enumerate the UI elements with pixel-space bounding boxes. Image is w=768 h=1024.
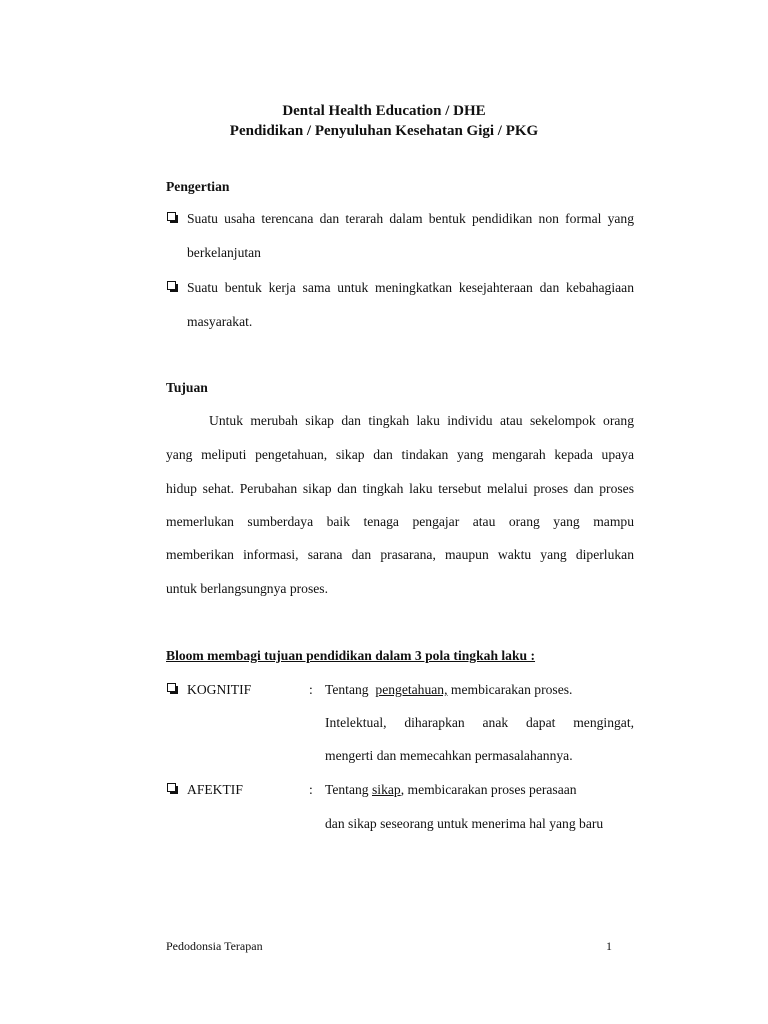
kognitif-underlined-term: pengetahuan, [375,682,448,697]
kognitif-post: membicarakan proses. [447,682,573,697]
section-heading-pengertian: Pengertian [166,179,230,194]
afektif-post: , membicarakan proses perasaan [400,782,577,797]
afektif-line-2: dan sikap seseorang untuk menerima hal yang baru [325,816,604,831]
kognitif-line-1 [325,682,572,698]
checkbox-bullet-icon [167,281,176,290]
tujuan-line-2: yang meliputi pengetahuan, sikap dan tindakan yang mengarah kepada upaya [166,447,634,462]
pengertian-item-2-line-2: masyarakat. [187,314,253,329]
tujuan-line-4: memerlukan sumberdaya baik tenaga pengajar atau orang yang mampu [166,514,634,529]
kognitif-colon: : [309,682,313,697]
footer-left: Pedodonsia Terapan [166,939,263,953]
tujuan-line-1: Untuk merubah sikap dan tingkah laku individu atau sekelompok orang [209,413,634,428]
checkbox-bullet-icon [167,783,176,792]
section-heading-bloom: Bloom membagi tujuan pendidikan dalam 3 pola tingkah laku : [166,648,536,663]
pengertian-item-2-line-1: Suatu bentuk kerja sama untuk meningkatkan kesejahteraan dan kebahagiaan [187,280,634,295]
section-heading-tujuan: Tujuan [166,380,208,395]
tujuan-line-6: untuk berlangsungnya proses. [166,581,328,596]
afektif-label: AFEKTIF [187,782,243,797]
kognitif-line-2: Intelektual, diharapkan anak dapat mengingat, [325,715,634,730]
document-title: Dental Health Education / DHE [282,103,486,119]
afektif-line-1 [325,782,577,798]
kognitif-pre: Tentang [325,682,369,697]
document-subtitle: Pendidikan / Penyuluhan Kesehatan Gigi / PKG [229,123,539,139]
kognitif-label: KOGNITIF [187,682,252,697]
tujuan-line-3: hidup sehat. Perubahan sikap dan tingkah laku tersebut melalui proses dan proses [166,481,634,496]
pengertian-item-1-line-2: berkelanjutan [187,245,261,260]
page-number: 1 [606,939,612,953]
kognitif-line-3: mengerti dan memecahkan permasalahannya. [325,748,573,763]
checkbox-bullet-icon [167,212,176,221]
afektif-pre: Tentang [325,782,372,797]
pengertian-item-1-line-1: Suatu usaha terencana dan terarah dalam bentuk pendidikan non formal yang [187,211,634,226]
checkbox-bullet-icon [167,683,176,692]
afektif-underlined-term: sikap [372,782,401,797]
afektif-colon: : [309,782,313,797]
tujuan-line-5: memberikan informasi, sarana dan prasarana, maupun waktu yang diperlukan [166,547,634,562]
